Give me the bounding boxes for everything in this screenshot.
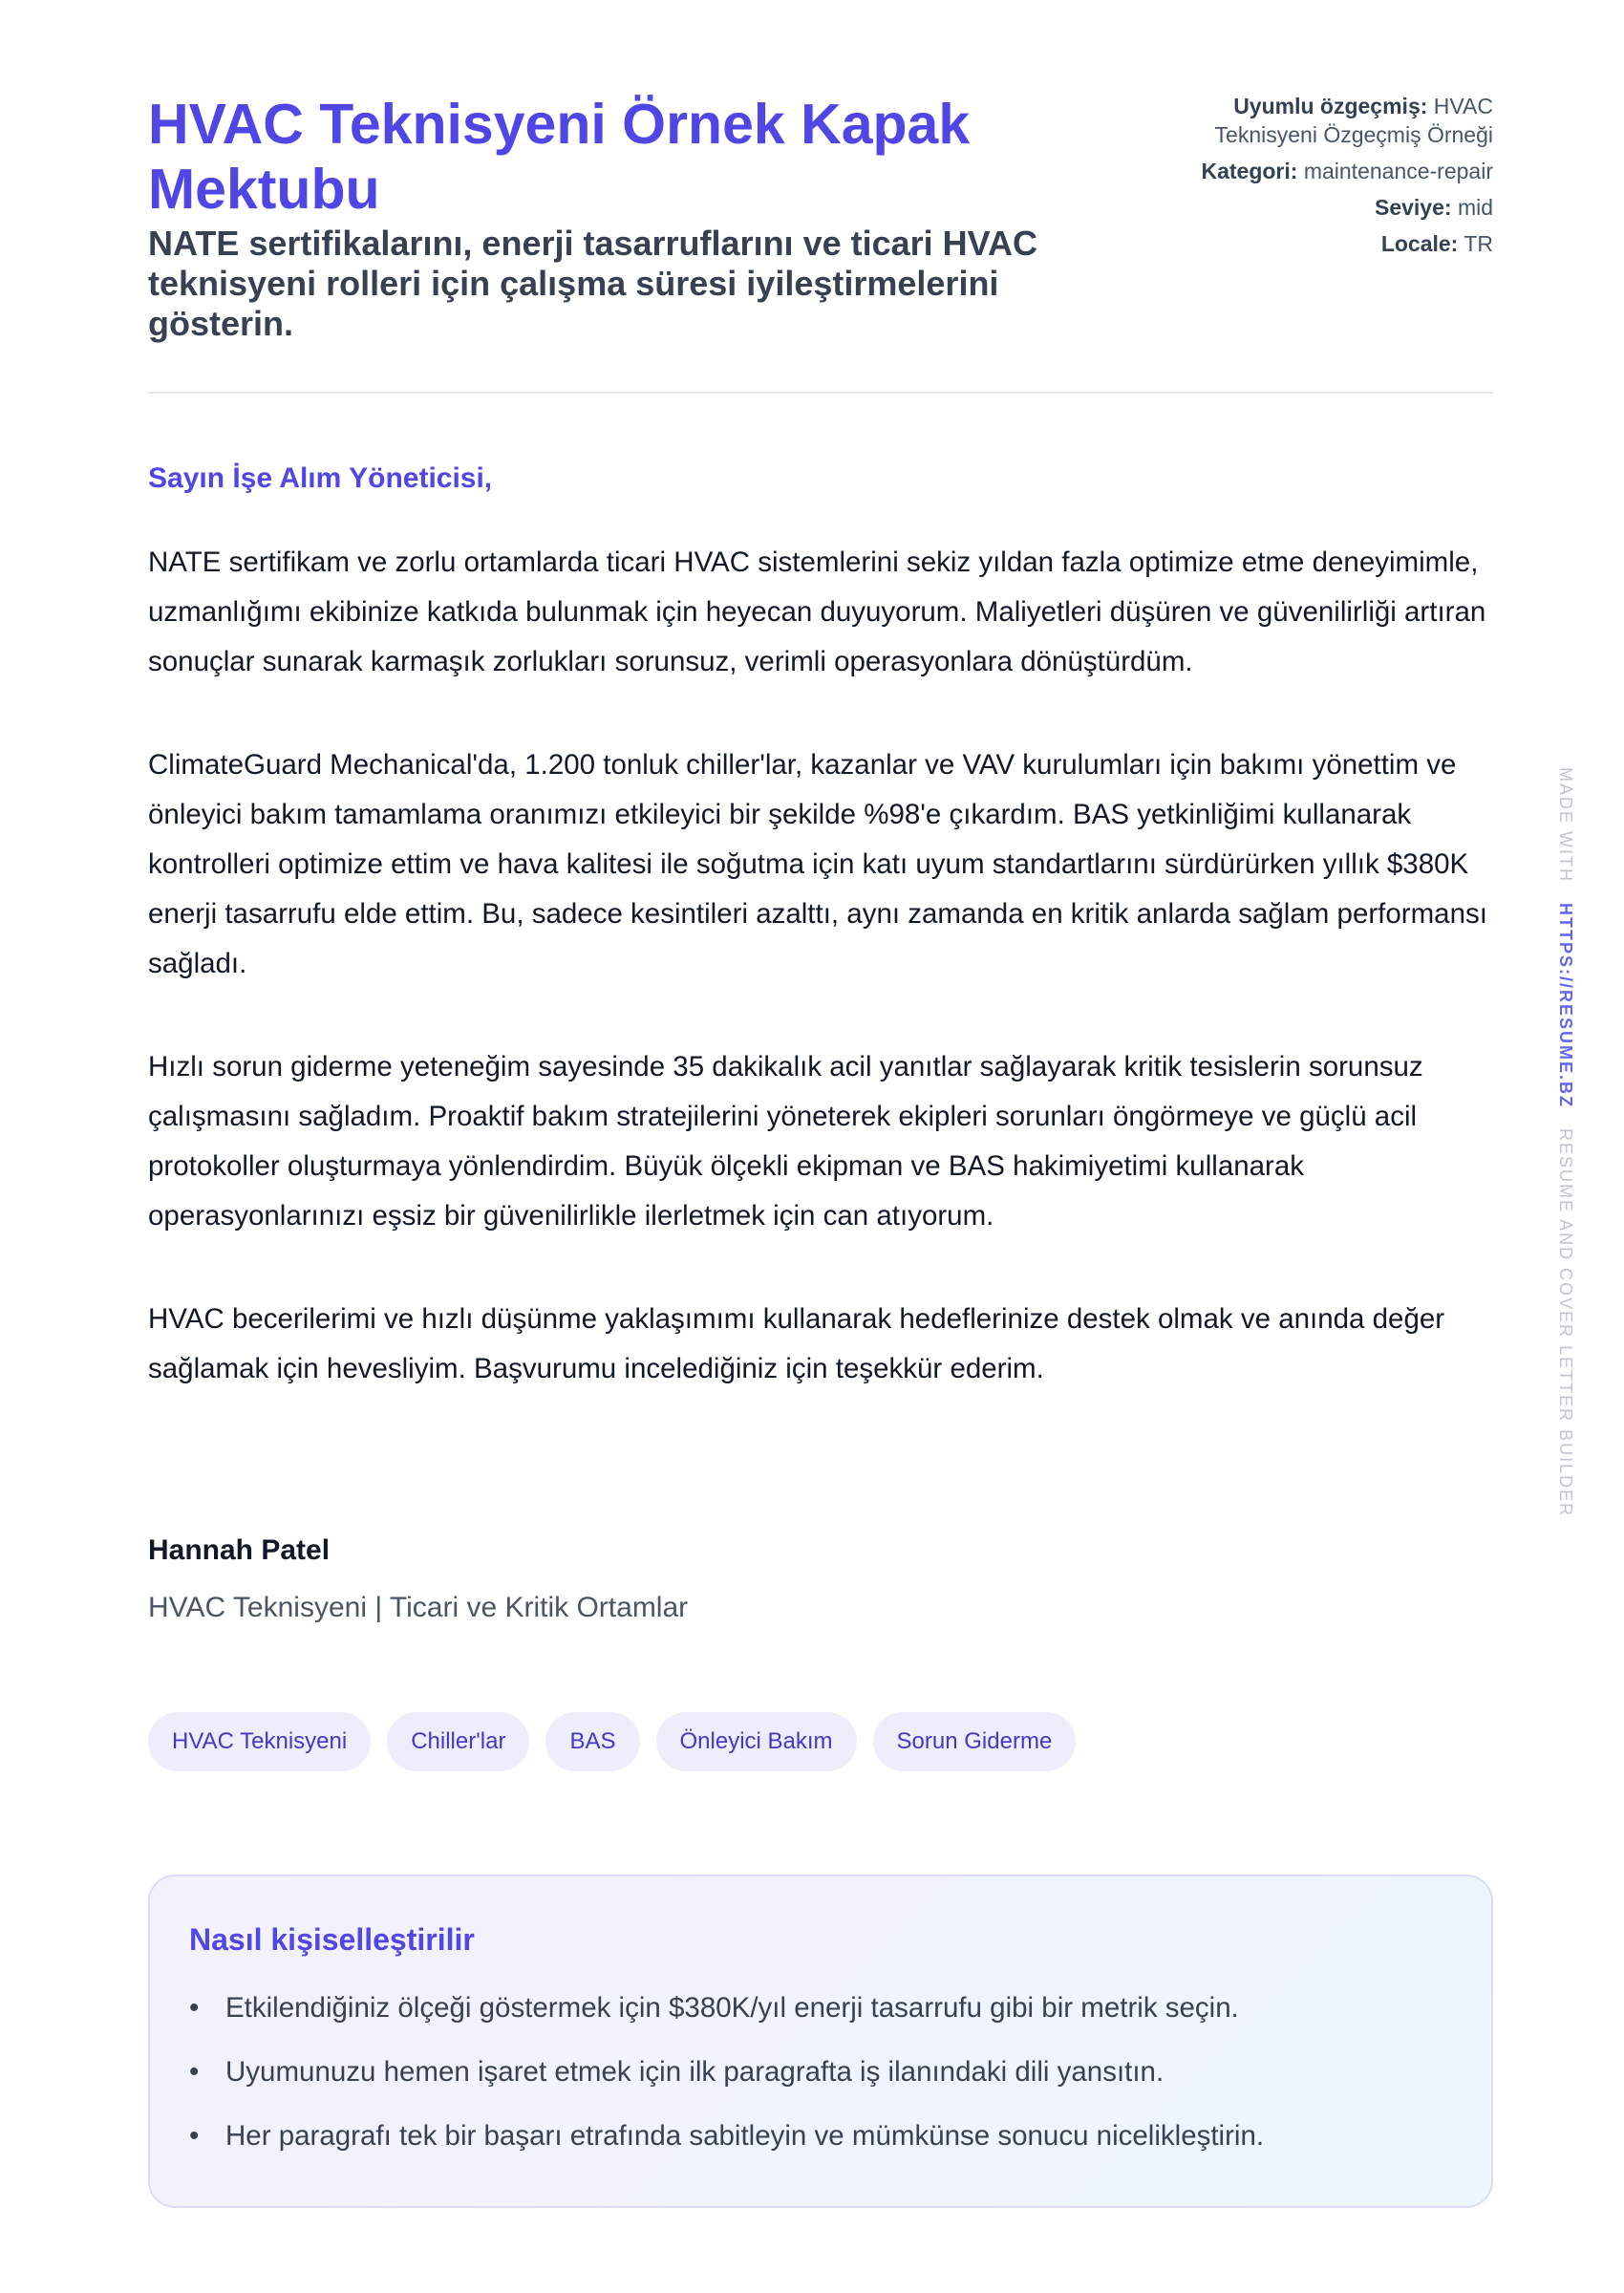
paragraph: HVAC becerilerimi ve hızlı düşünme yaklaşımımı kullanarak hedeflerinize destek olmak ve anında değer sağlamak için hevesliyim. Başvurumu incelediğiniz için teşekkür ederim.	[148, 1303, 1445, 1384]
meta-category	[1178, 157, 1493, 185]
letter-body	[148, 538, 1495, 1447]
tag: HVAC Teknisyeni	[148, 1712, 371, 1771]
paragraph: Hızlı sorun giderme yeteneğim sayesinde 35 dakikalık acil yanıtlar sağlayarak kritik tesislerin sorunsuz çalışmasını sağladım. Proaktif bakım stratejilerini yöneterek ekipleri sorunları öngörmeye ve güçlü acil protokoller oluşturmaya yönlendirdim. Büyük ölçekli ekipman ve BAS hakimiyetimi kullanarak operasyonlarınızı eşsiz bir güvenilirlikle ilerletmek için can atıyorum.	[148, 1051, 1423, 1232]
meta-label: Seviye:	[1374, 195, 1452, 220]
bullet-icon: •	[189, 2056, 200, 2088]
tag-list	[148, 1712, 1076, 1771]
meta-resume	[1178, 92, 1493, 149]
meta-value: HVAC Teknisyeni Özgeçmiş Örneği	[1214, 94, 1493, 147]
tips-box	[148, 1875, 1493, 2208]
meta-panel	[1178, 92, 1493, 344]
tag: Önleyici Bakım	[656, 1712, 857, 1771]
tip-item	[189, 1989, 1264, 2027]
paragraph: NATE sertifikam ve zorlu ortamlarda ticari HVAC sistemlerini sekiz yıldan fazla optimize etme deneyimimle, uzmanlığımı ekibinize katkıda bulunmak için heyecan duyuyorum. Maliyetleri düşüren ve güvenilirliği artıran sonuçlar sunarak karmaşık zorlukları sorunsuz, verimli operasyonlara dönüştürdüm.	[148, 546, 1486, 677]
meta-label: Kategori:	[1201, 159, 1298, 183]
tag: Chiller'lar	[387, 1712, 529, 1771]
bullet-icon: •	[189, 1992, 200, 2024]
meta-level	[1178, 193, 1493, 222]
tip-text: Uyumunuzu hemen işaret etmek için ilk paragrafta iş ilanındaki dili yansıtın.	[225, 2056, 1165, 2088]
meta-value: mid	[1457, 195, 1493, 220]
meta-value: TR	[1464, 231, 1493, 256]
tips-title: Nasıl kişiselleştirilir	[189, 1922, 475, 1957]
signature-role: HVAC Teknisyeni | Ticari ve Kritik Ortamlar	[148, 1592, 689, 1623]
signature-name: Hannah Patel	[148, 1534, 331, 1566]
tip-item	[189, 2117, 1264, 2155]
divider	[148, 392, 1493, 394]
page-subtitle: NATE sertifikalarını, enerji tasarruflarını ve ticari HVAC teknisyeni rolleri için çalışma süresi iyileştirmelerini gösterin.	[148, 224, 1037, 343]
tip-text: Etkilendiğiniz ölçeği göstermek için $380K/yıl enerji tasarrufu gibi bir metrik seçin.	[225, 1992, 1239, 2024]
signature	[148, 1534, 688, 1624]
salutation: Sayın İşe Alım Yöneticisi,	[148, 462, 493, 494]
watermark-suffix: RESUME AND COVER LETTER BUILDER	[1556, 1128, 1575, 1518]
meta-value: maintenance-repair	[1303, 159, 1493, 183]
bullet-icon: •	[189, 2120, 200, 2152]
title-block	[148, 92, 1103, 344]
tag: Sorun Giderme	[873, 1712, 1077, 1771]
page-title: HVAC Teknisyeni Örnek Kapak Mektubu	[148, 93, 971, 221]
tip-item	[189, 2053, 1264, 2091]
tag: BAS	[545, 1712, 639, 1771]
watermark-prefix: MADE WITH	[1556, 767, 1575, 883]
watermark-link[interactable]: HTTPS://RESUME.BZ	[1556, 903, 1575, 1109]
header	[148, 92, 1493, 344]
meta-label: Locale:	[1380, 231, 1459, 256]
tip-text: Her paragrafı tek bir başarı etrafında sabitleyin ve mümkünse sonucu nicelikleştirin.	[225, 2120, 1265, 2152]
paragraph: ClimateGuard Mechanical'da, 1.200 tonluk chiller'lar, kazanlar ve VAV kurulumları için bakımı yönettim ve önleyici bakım tamamlama oranımızı etkileyici bir şekilde %98'e çıkardım. BAS yetkinliğimi kullanarak kontrolleri optimize ettim ve hava kalitesi ile soğutma için katı uyum standartlarını sürdürürken yıllık $380K enerji tasarrufu elde ettim. Bu, sadece kesintileri azalttı, aynı zamanda en kritik anlarda sağlam performansı sağladı.	[148, 749, 1487, 979]
meta-locale	[1178, 229, 1493, 258]
tips-list	[189, 1989, 1264, 2181]
meta-label: Uyumlu özgeçmiş:	[1233, 94, 1428, 118]
watermark	[1555, 767, 1575, 1517]
